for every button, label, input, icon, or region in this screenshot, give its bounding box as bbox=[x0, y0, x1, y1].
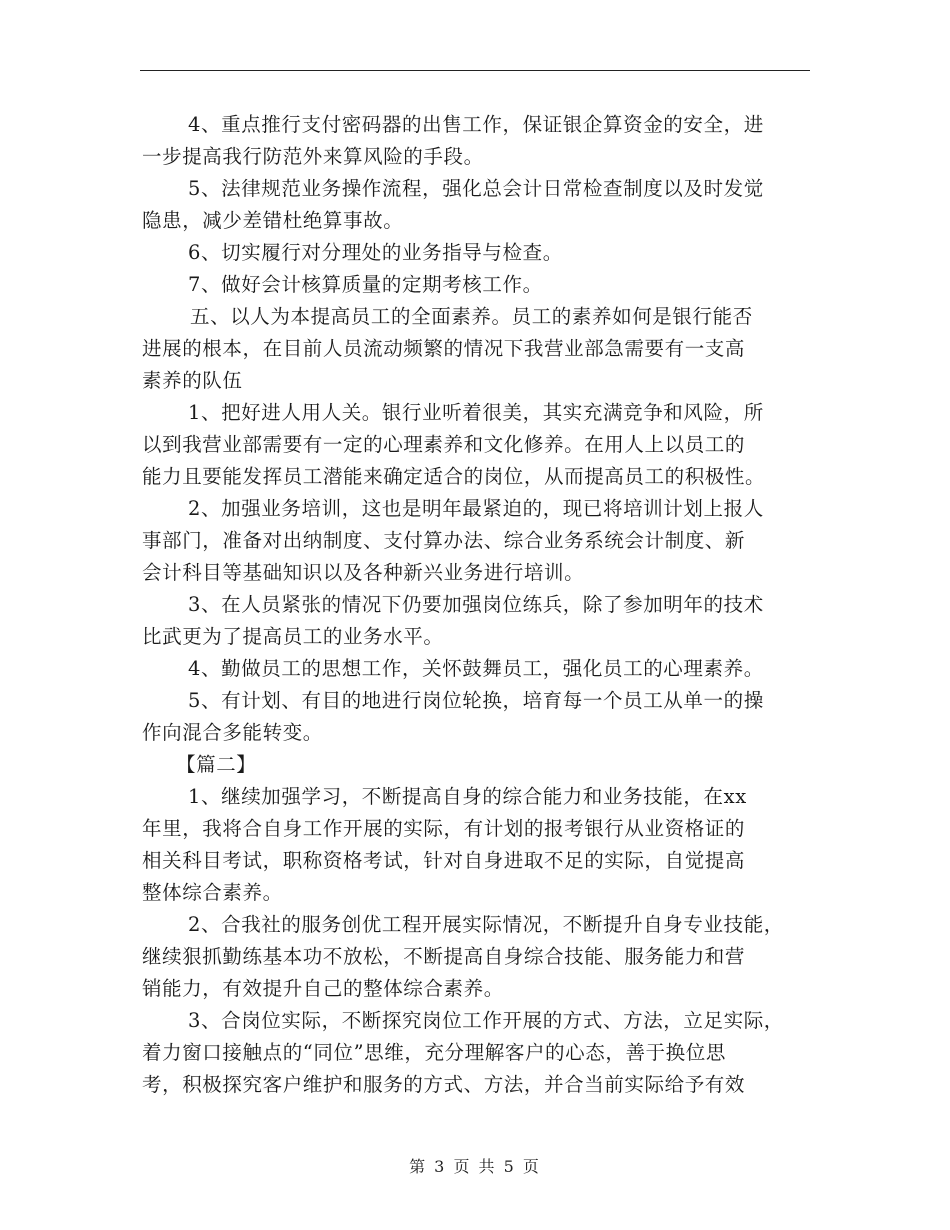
text-line: 5、法律规范业务操作流程，强化总会计日常检查制度以及时发觉 bbox=[188, 177, 764, 200]
text-line: 素养的队伍 bbox=[142, 369, 243, 392]
text-line: 7、做好会计核算质量的定期考核工作。 bbox=[188, 273, 543, 296]
text-line: 五、以人为本提高员工的全面素养。员工的素养如何是银行能否 bbox=[190, 305, 753, 328]
text-line: 考，积极探究客户维护和服务的方式、方法，并合当前实际给予有效 bbox=[142, 1073, 746, 1096]
text-line: 2、合我社的服务创优工程开展实际情况，不断提升自身专业技能， bbox=[188, 913, 784, 936]
text-line: 4、重点推行支付密码器的出售工作，保证银企算资金的安全，进 bbox=[188, 113, 764, 136]
text-line: 相关科目考试，职称资格考试，针对自身进取不足的实际，自觉提高 bbox=[142, 849, 746, 872]
text-line: 进展的根本，在目前人员流动频繁的情况下我营业部急需要有一支高 bbox=[142, 337, 746, 360]
text-line: 能力且要能发挥员工潜能来确定适合的岗位，从而提高员工的积极性。 bbox=[142, 465, 766, 488]
text-line: 6、切实履行对分理处的业务指导与检查。 bbox=[188, 241, 563, 264]
text-line: 1、继续加强学习，不断提高自身的综合能力和业务技能，在xx bbox=[188, 785, 747, 808]
header-rule bbox=[140, 70, 810, 71]
text-line: 事部门，准备对出纳制度、支付算办法、综合业务系统会计制度、新 bbox=[142, 529, 746, 552]
text-line: 比武更为了提高员工的业务水平。 bbox=[142, 625, 444, 648]
text-line: 隐患，减少差错杜绝算事故。 bbox=[142, 209, 404, 232]
text-line: 【篇二】 bbox=[176, 753, 257, 776]
text-line: 3、合岗位实际，不断探究岗位工作开展的方式、方法，立足实际， bbox=[188, 1009, 784, 1032]
text-line: 4、勤做员工的思想工作，关怀鼓舞员工，强化员工的心理素养。 bbox=[188, 657, 764, 680]
text-line: 着力窗口接触点的“同位”思维，充分理解客户的心态，善于换位思 bbox=[142, 1041, 726, 1064]
text-line: 年里，我将合自身工作开展的实际，有计划的报考银行从业资格证的 bbox=[142, 817, 746, 840]
document-body bbox=[142, 109, 810, 1101]
page-number: 第 3 页 共 5 页 bbox=[409, 1157, 541, 1176]
text-line: 5、有计划、有目的地进行岗位轮换，培育每一个员工从单一的操 bbox=[188, 689, 764, 712]
text-line: 以到我营业部需要有一定的心理素养和文化修养。在用人上以员工的 bbox=[142, 433, 746, 456]
text-line: 作向混合多能转变。 bbox=[142, 721, 323, 744]
text-line: 2、加强业务培训，这也是明年最紧迫的，现已将培训计划上报人 bbox=[188, 497, 764, 520]
text-line: 一步提高我行防范外来算风险的手段。 bbox=[142, 145, 484, 168]
text-line: 继续狠抓勤练基本功不放松，不断提高自身综合技能、服务能力和营 bbox=[142, 945, 746, 968]
text-line: 整体综合素养。 bbox=[142, 881, 283, 904]
text-line: 1、把好进人用人关。银行业听着很美，其实充满竞争和风险，所 bbox=[188, 401, 764, 424]
text-line: 3、在人员紧张的情况下仍要加强岗位练兵，除了参加明年的技术 bbox=[188, 593, 764, 616]
text-line: 销能力，有效提升自己的整体综合素养。 bbox=[142, 977, 504, 1000]
text-line: 会计科目等基础知识以及各种新兴业务进行培训。 bbox=[142, 561, 585, 584]
